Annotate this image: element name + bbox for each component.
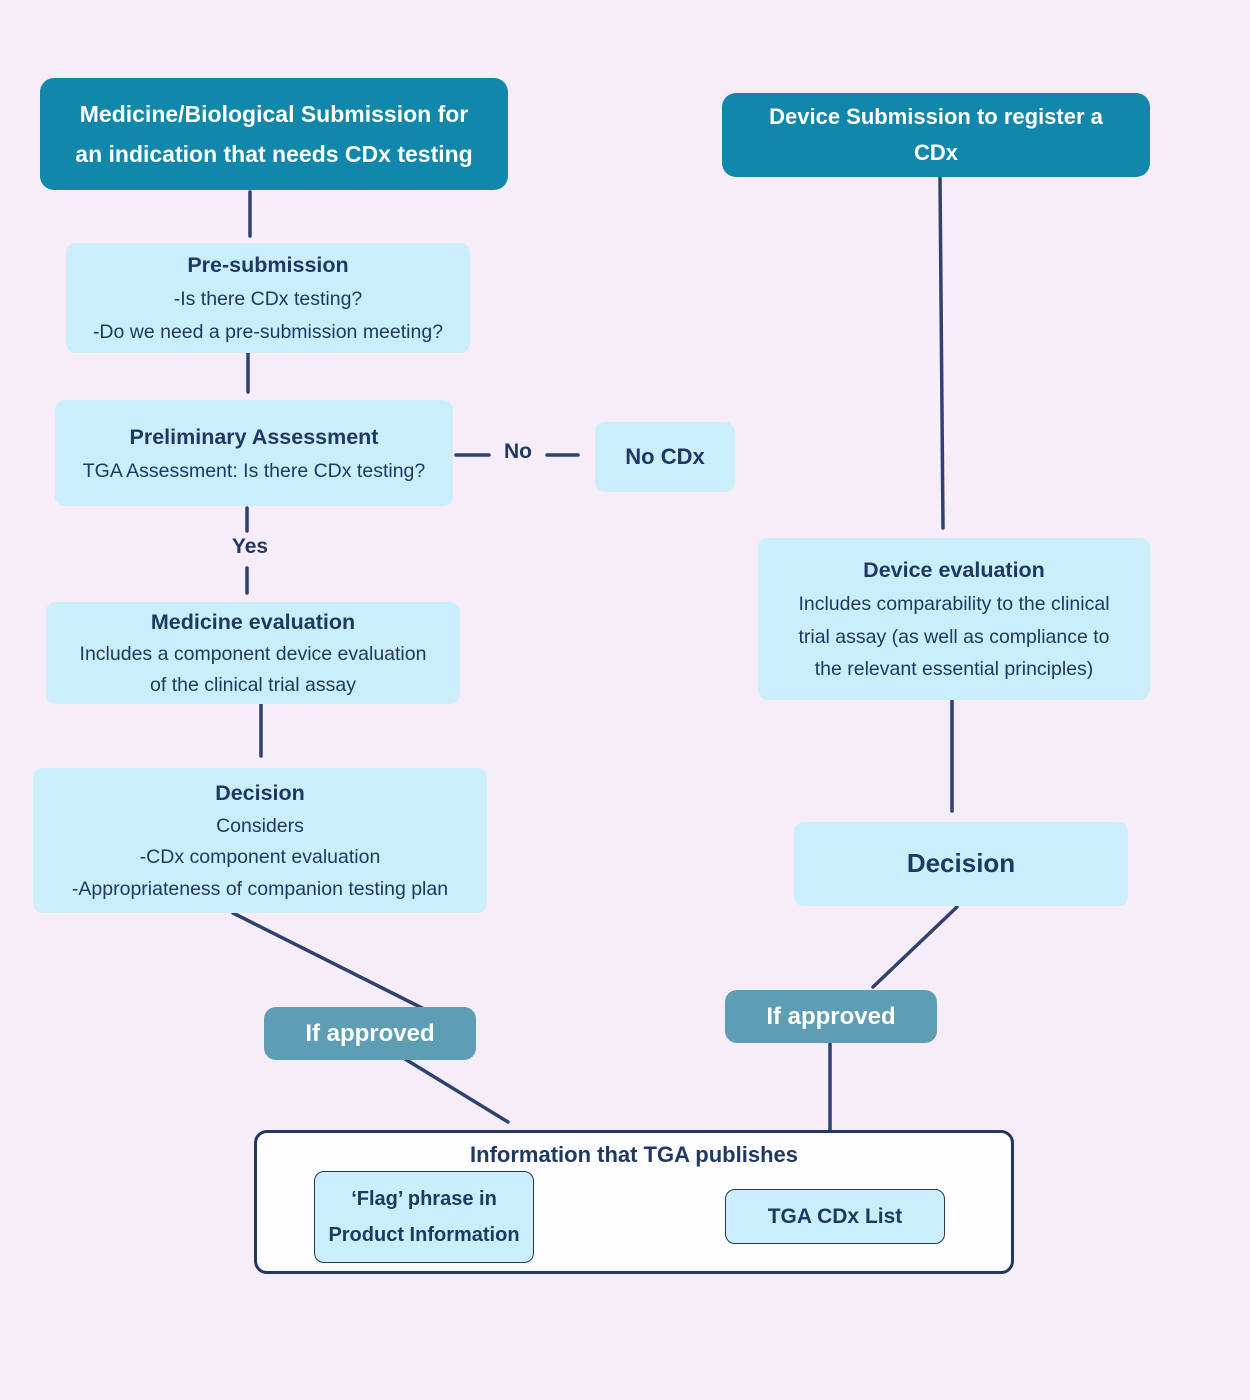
node-if-approved-right: If approved (725, 990, 937, 1043)
node-device-submission (722, 93, 1150, 177)
node-text-line: CDx (913, 140, 958, 165)
node-title: Device evaluation (863, 557, 1045, 582)
arrow-if-approved-left-to-container (405, 1059, 508, 1122)
node-medicine-biological-submission (40, 78, 508, 190)
node-text-line: -Do we need a pre-submission meeting? (92, 321, 444, 344)
container-title: Information that TGA publishes (470, 1142, 798, 1167)
node-text-line: Includes comparability to the clinical (798, 592, 1110, 615)
node-text-line: the relevant essential principles) (814, 658, 1094, 681)
arrow-device-submission-to-device-eval (940, 178, 943, 528)
node-text-line: Includes a component device evaluation (79, 643, 427, 665)
line-decision-to-if-approved-right (873, 907, 957, 987)
node-text-line: trial assay (as well as compliance to (798, 625, 1110, 648)
edge-label-yes: Yes (231, 535, 269, 558)
node-device-evaluation (758, 538, 1150, 700)
line-decision-to-if-approved-left (233, 913, 424, 1009)
node-text-line: Considers (216, 814, 304, 837)
node-text-line: Device Submission to register a (769, 104, 1103, 130)
node-no-cdx: No CDx (595, 422, 735, 492)
edge-label-no: No (504, 440, 532, 463)
node-pre-submission (66, 243, 470, 353)
node-decision-left (33, 768, 487, 913)
node-tga-cdx-list: TGA CDx List (725, 1189, 945, 1244)
node-preliminary-assessment (55, 400, 453, 506)
node-title: Decision (215, 780, 305, 805)
node-title: Preliminary Assessment (129, 424, 379, 449)
node-decision-right: Decision (794, 822, 1128, 906)
container-information-tga-publishes (254, 1130, 1014, 1274)
node-text-line: an indication that needs CDx testing (75, 141, 473, 167)
node-text-line: ‘Flag’ phrase in (351, 1188, 497, 1210)
node-text-line: -Appropriateness of companion testing plan (71, 877, 449, 900)
node-title: Pre-submission (187, 253, 349, 278)
node-text-line: Medicine/Biological Submission for (79, 100, 469, 127)
node-flag-phrase (314, 1171, 534, 1263)
node-medicine-evaluation (46, 602, 460, 704)
node-if-approved-left: If approved (264, 1007, 476, 1060)
node-text-line: -CDx component evaluation (139, 846, 381, 869)
node-title: Medicine evaluation (150, 609, 356, 634)
node-text-line: of the clinical trial assay (150, 674, 356, 697)
node-text-line: -Is there CDx testing? (173, 288, 363, 311)
node-text-line: TGA Assessment: Is there CDx testing? (82, 459, 426, 482)
node-text-line: Product Information (328, 1224, 520, 1246)
